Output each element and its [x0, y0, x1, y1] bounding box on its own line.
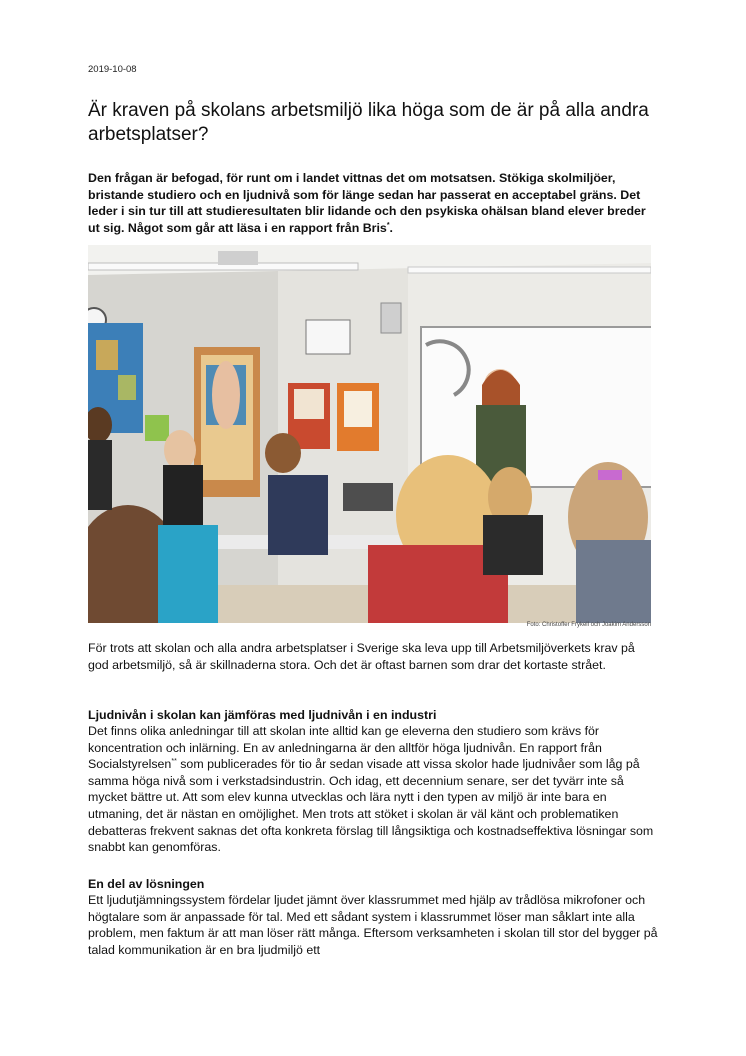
paragraph-solution: Ett ljudutjämningssystem fördelar ljudet jämnt över klassrummet med hjälp av trådlösa mikrofoner och högtalare som är anpassade för tal. Med ett sådant system i klassrummet löser man såklart inte alla problem, men faktum är att man löser rätt många. Eftersom verksamheten i skolan till stor del bygger på talad kommunikation är en bra ljudmiljö ett	[88, 893, 658, 957]
section-heading-noise-level: Ljudnivån i skolan kan jämföras med ljudnivån i en industri	[88, 708, 437, 722]
section-heading-solution: En del av lösningen	[88, 877, 205, 891]
lead-paragraph	[88, 170, 658, 236]
paragraph-noise-level-text-1: Det finns olika anledningar till att skolan inte alltid kan ge eleverna den studiero som krävs för koncentration och inlärning. En av anledningarna är den alltför höga ljudnivån. En rapport från Socialstyrelsen	[88, 724, 602, 772]
paragraph-noise-level-text-2: som publicerades för tio år sedan visade att vissa skolor hade ljudnivåer som låg på samma höga nivå som i verkstadsindustrin. Och idag, ett decennium senare, ser det tyvärr inte så mycket bättre ut. Att som elev kunna utvecklas och lära nytt i den typen av miljö är inte bara en utmaning, det är nästan en omöjlighet. Men trots att stöket i skolan är väl känt och problematiken debatteras frekvent saknas det ofta konkreta förslag till långsiktiga och kostnadseffektiva lösningar som snabbt kan genomföras.	[88, 757, 654, 855]
paragraph-intro: För trots att skolan och alla andra arbetsplatser i Sverige ska leva upp till Arbetsmiljöverkets krav på god arbetsmiljö, så är skillnaderna stora. Och det är oftast barnen som drar det kortaste strået.	[88, 641, 635, 672]
footnote-mark: *	[386, 221, 390, 229]
footnote-mark: **	[171, 758, 177, 766]
paragraph-noise-level	[88, 723, 658, 856]
lead-end: .	[389, 220, 393, 235]
classroom-photo	[88, 245, 651, 623]
headline: Är kraven på skolans arbetsmiljö lika höga som de är på alla andra arbetsplatser?	[88, 100, 649, 145]
document-date: 2019-10-08	[88, 64, 137, 75]
lead-text: Den frågan är befogad, för runt om i landet vittnas det om motsatsen. Stökiga skolmiljöer, bristande studiero och en ljudnivå som för länge sedan har passerat en acceptabel gräns. Det leder i sin tur till att studieresultaten blir lidande och den psykiska ohälsan bland elever breder ut sig. Något som går att läsa i en rapport från Bris	[88, 171, 646, 235]
photo-credit: Foto: Christoffer Frykell och Joakim Andersson	[526, 622, 651, 628]
